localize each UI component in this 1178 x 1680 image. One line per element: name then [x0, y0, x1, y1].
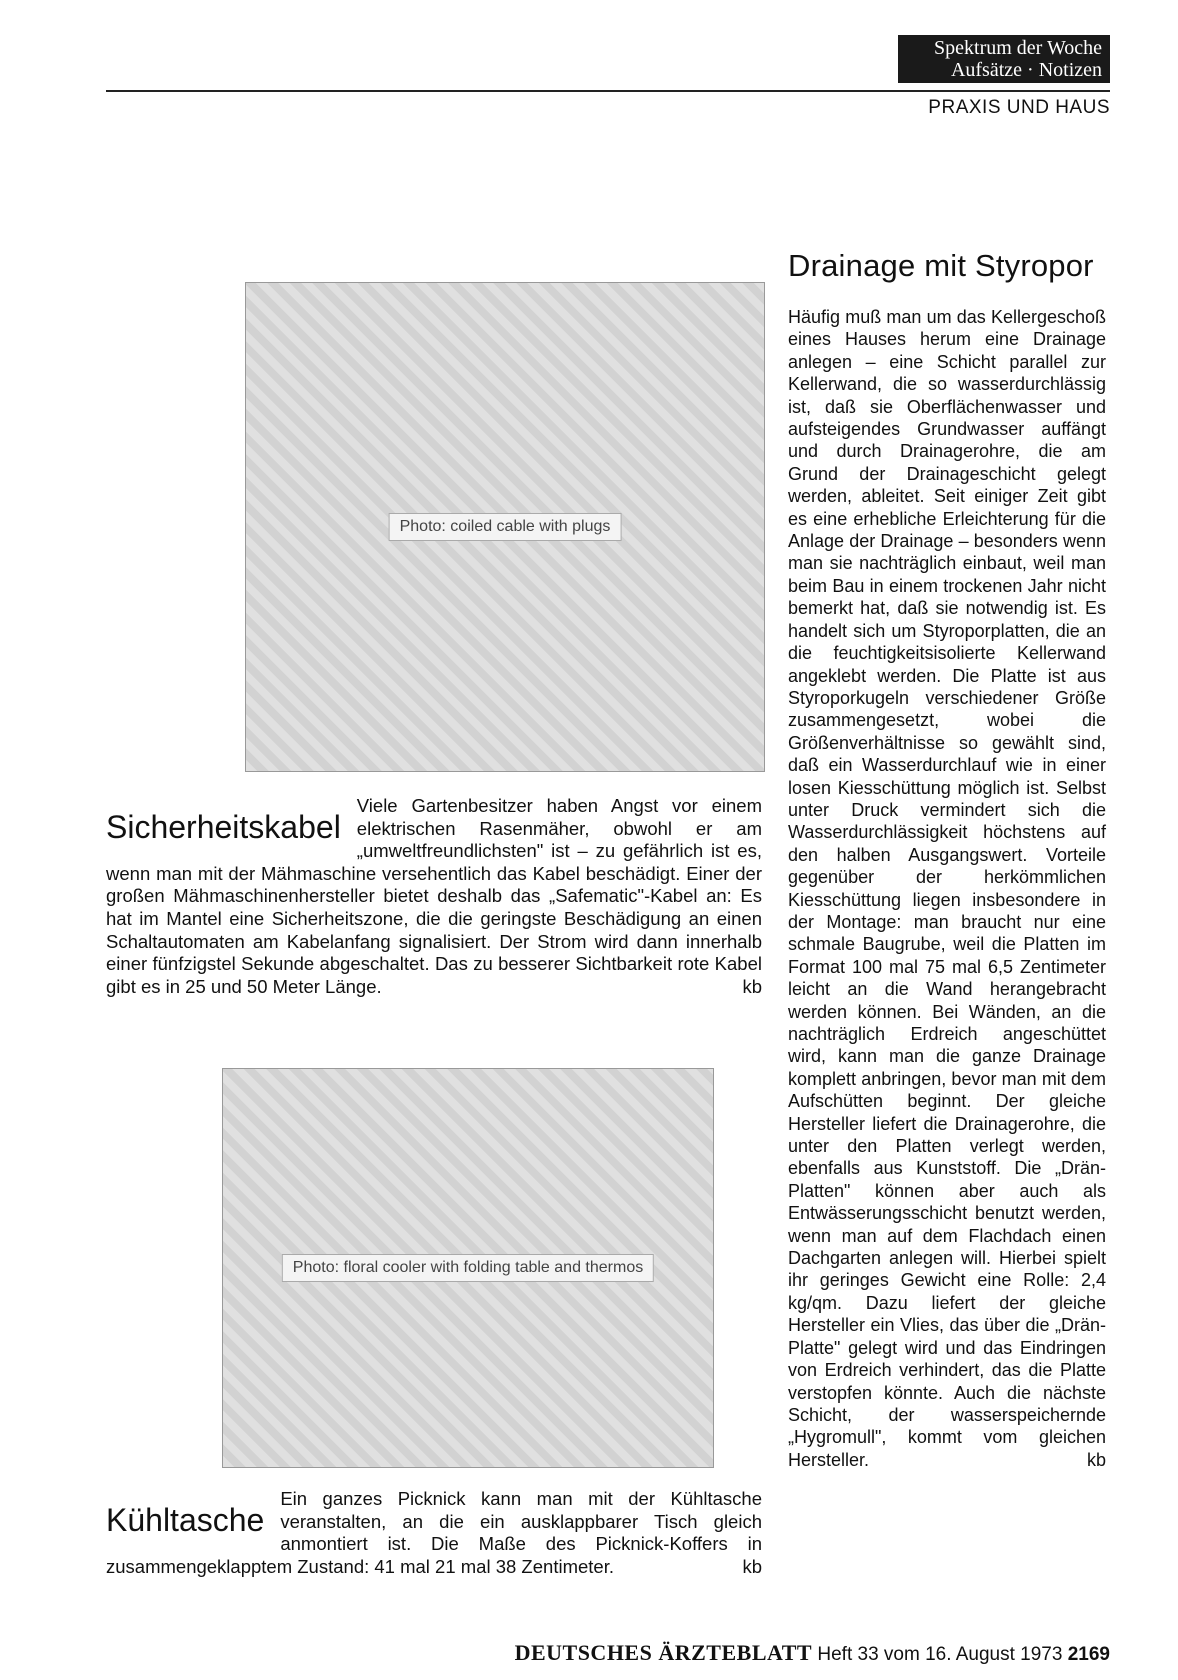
section-box-line1: Spektrum der Woche [934, 37, 1102, 59]
article-text-drainage: Häufig muß man um das Kellergeschoß eines Hauses herum eine Drainage anlegen – eine Schicht parallel zur Kellerwand, die so wasserdurchlässig ist, daß sie Oberflächenwasser und aufsteigendes Grundwasser auffängt und durch Drainagerohre, die am Grund der Drainageschicht gelegt werden, ableitet. Seit einiger Zeit gibt es eine erhebliche Erleichterung für die Anlage der Drainage – besonders wenn man sie nachträglich einbaut, weil man beim Bau in einem trockenen Jahr nicht bemerkt hat, daß sie notwendig ist. Es handelt sich um Styroporplatten, die an die feuchtigkeitsisolierte Kellerwand angeklebt werden. Die Platte ist aus Styroporkugeln verschiedener Größe zusammengesetzt, wobei die Größenverhältnisse so gewählt sind, daß ein Wasserdurchlauf wie in einer losen Kiesschüttung möglich ist. Selbst unter Druck vermindert sich die Wasserdurchlässigkeit höchstens auf den halben Ausgangswert. Vorteile gegenüber der herkömmlichen Kiesschüttung liegen insbesondere in der Montage: man braucht nur eine schmale Baugrube, weil die Platten im Format 100 mal 75 mal 6,5 Zentimeter leicht an die Wand herangebracht werden können. Bei Wänden, an die nachträglich Erdreich angeschüttet wird, kann man die ganze Drainage komplett anbringen, bevor man mit dem Aufschütten beginnt. Der gleiche Hersteller liefert die Drainagerohre, die unter den Platten verlegt werden, ebenfalls aus Kunststoff. Die „Drän-Platten" können aber auch als Entwässerungsschicht benutzt werden, wenn man auf dem Flachdach einen Dachgarten anlegen will. Hierbei spielt ihr geringes Gewicht eine Rolle: 2,4 kg/qm. Dazu liefert der gleiche Hersteller ein Vlies, das über die „Drän-Platte" gelegt wird und das Eindringen von Erdreich verhindert, das die Platte verstopfen könnte. Auch die nächste Schicht, der wasserspeichernde „Hygromull", kommt vom gleichen Hersteller. [788, 307, 1106, 1470]
header-rule [106, 90, 1110, 92]
section-box [898, 35, 1110, 83]
article-sicherheitskabel [106, 795, 762, 998]
article-drainage [788, 306, 1106, 1471]
article-signature-sicherheitskabel: kb [742, 975, 762, 997]
journal-name: DEUTSCHES ÄRZTEBLATT [514, 1640, 813, 1665]
article-title-sicherheitskabel: Sicherheitskabel [106, 809, 341, 845]
article-title-drainage: Drainage mit Styropor [788, 248, 1094, 283]
cooler-photo-label: Photo: floral cooler with folding table and thermos [282, 1254, 654, 1282]
article-text-kuehltasche: Ein ganzes Picknick kann man mit der Kühltasche veranstalten, an die ein ausklappbarer Tisch gleich anmontiert ist. Die Maße des Picknick-Koffers in zusammengeklapptem Zustand: 41 mal 21 mal 38 Zentimeter. [106, 1488, 762, 1577]
section-box-line2: Aufsätze · Notizen [950, 59, 1102, 81]
article-title-kuehltasche: Kühltasche [106, 1502, 265, 1538]
article-signature-kuehltasche: kb [742, 1555, 762, 1577]
page-number: 2169 [1067, 1644, 1110, 1665]
article-kuehltasche [106, 1488, 762, 1578]
article-signature-drainage: kb [1086, 1449, 1106, 1470]
cable-photo-label: Photo: coiled cable with plugs [389, 513, 622, 541]
cable-photo [245, 282, 765, 772]
cooler-photo [222, 1068, 714, 1468]
article-text-sicherheitskabel: Viele Gartenbesitzer haben Angst vor einem elektrischen Rasenmäher, obwohl er am „umweltfreundlichsten" ist – zu gefährlich ist es, wenn man mit der Mähmaschine versehentlich das Kabel beschädigt. Einer der großen Mähmaschinenhersteller bietet deshalb das „Safematic"-Kabel an: Es hat im Mantel eine Sicherheitszone, die die geringste Beschädigung an einen Schaltautomaten am Kabelanfang signalisiert. Der Strom wird dann innerhalb einer fünfzigstel Sekunde abgeschaltet. Das zu besserer Sichtbarkeit rote Kabel gibt es in 25 und 50 Meter Länge. [106, 795, 762, 997]
page-footer [106, 1640, 1110, 1666]
section-label: PRAXIS UND HAUS [928, 97, 1110, 118]
issue-info: Heft 33 vom 16. August 1973 [817, 1644, 1063, 1665]
